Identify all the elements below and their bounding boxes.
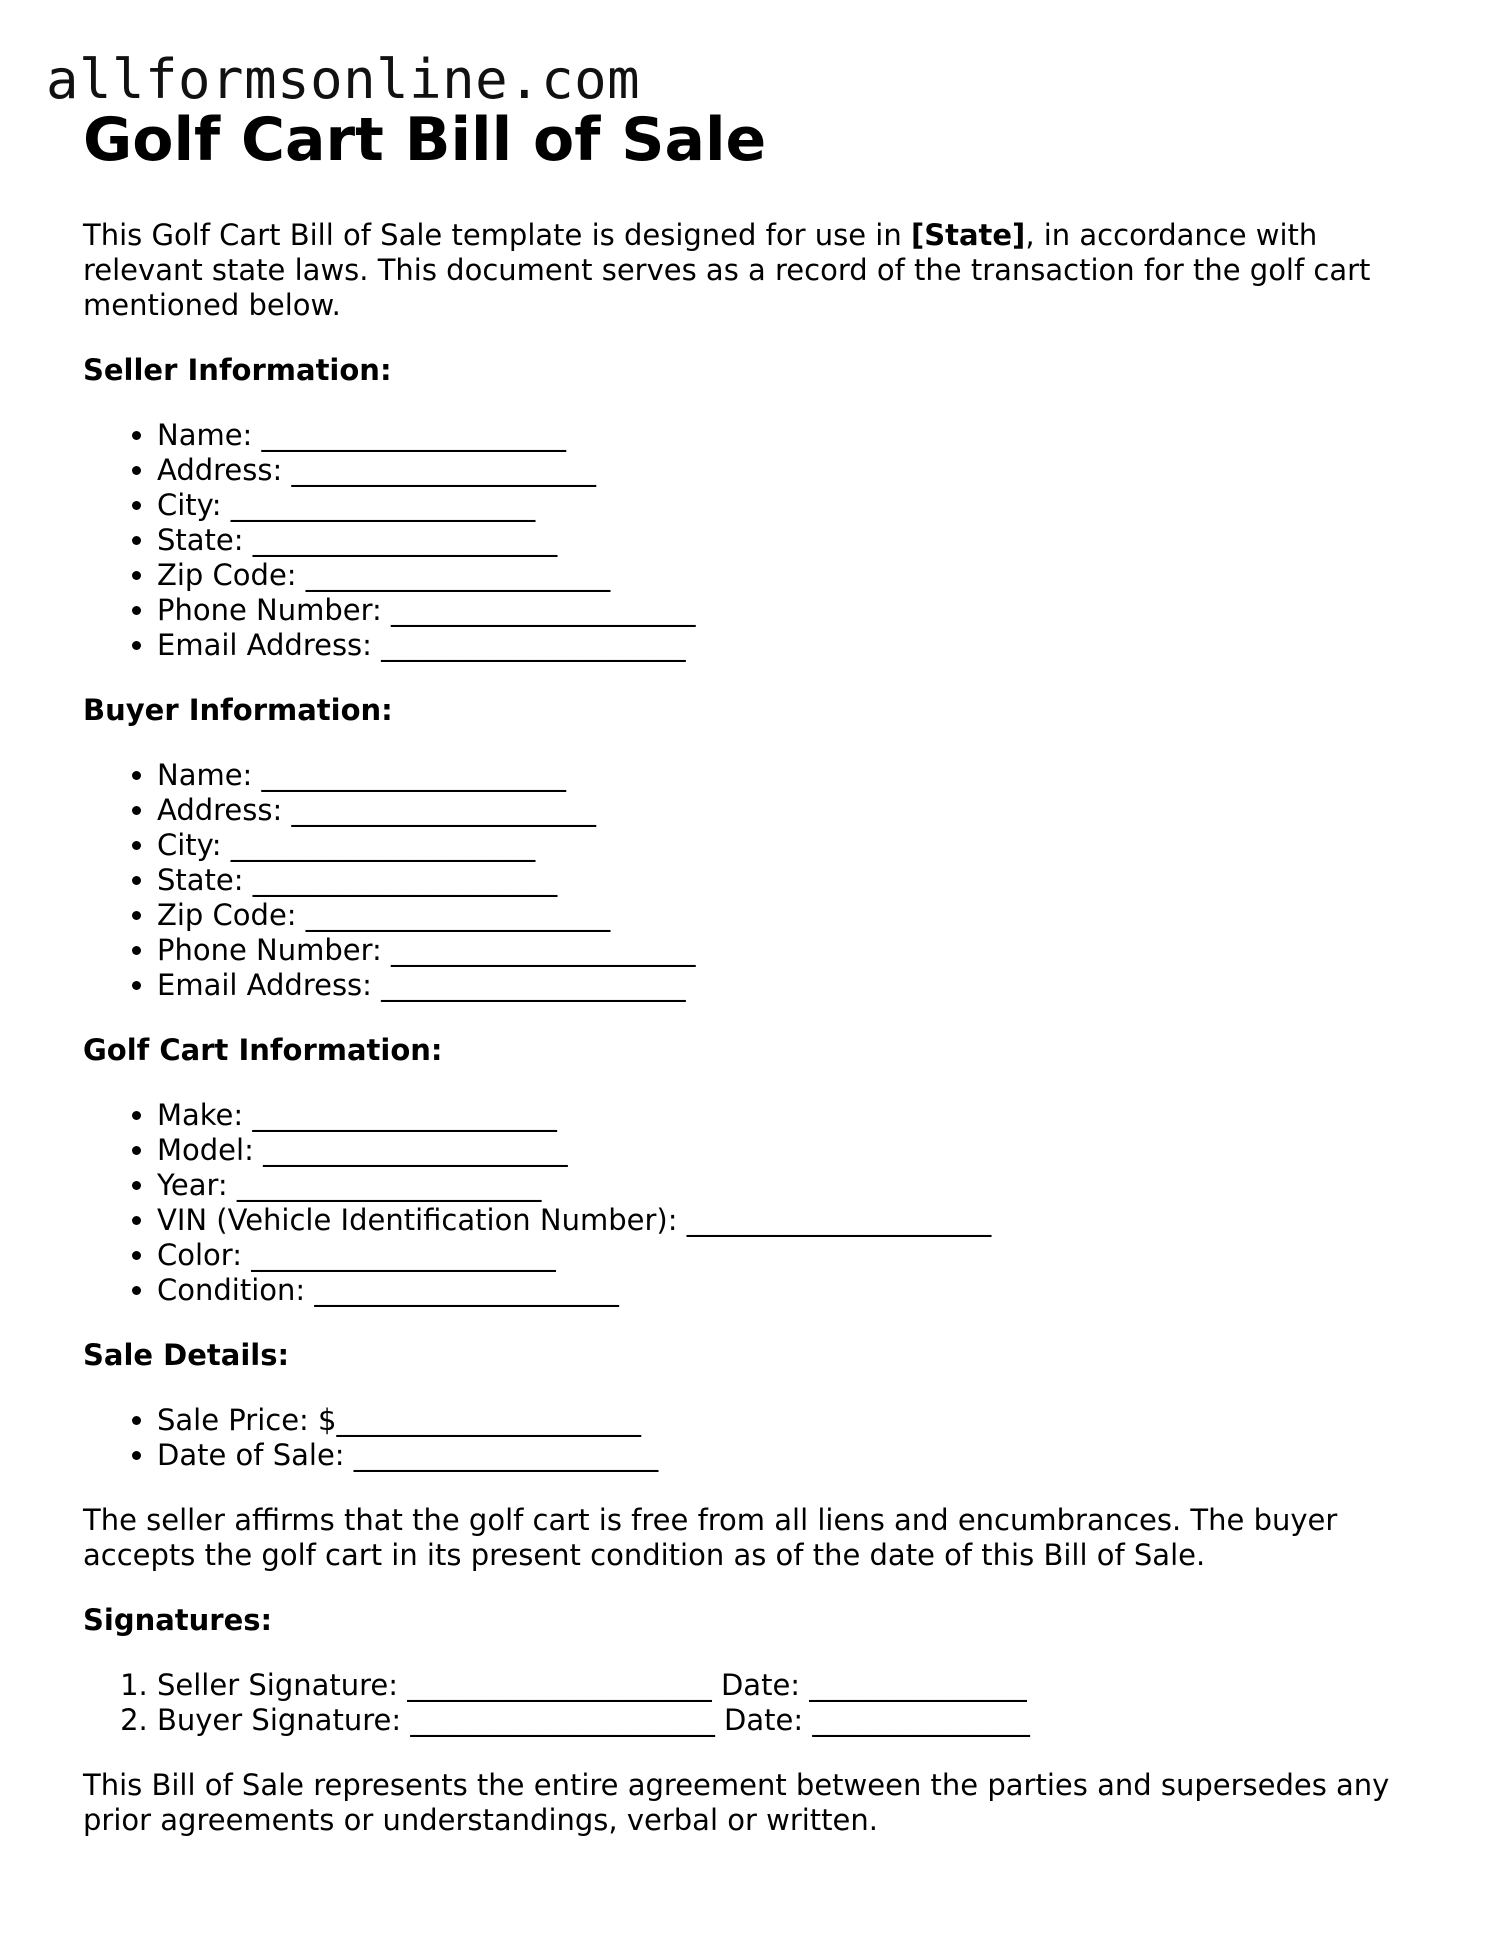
- seller-state-field: [157, 523, 1423, 558]
- field-label: State:: [157, 863, 253, 897]
- field-blank: _____________________: [263, 1133, 568, 1167]
- field-label: Email Address:: [157, 628, 382, 662]
- seller-zip-field: [157, 558, 1423, 593]
- intro-paragraph: [83, 218, 1423, 323]
- field-label: Date of Sale:: [157, 1438, 354, 1472]
- field-blank: _____________________: [381, 628, 686, 662]
- field-blank: _____________________: [230, 488, 536, 522]
- field-label: Address:: [157, 793, 292, 827]
- field-blank: _____________________: [252, 1098, 557, 1132]
- sale-date-field: [157, 1438, 1423, 1473]
- buyer-city-field: [157, 828, 1423, 863]
- buyer-signature-line: [157, 1703, 1423, 1738]
- field-label: Seller Signature:: [157, 1668, 408, 1702]
- seller-email-field: [157, 628, 1423, 663]
- field-blank: _____________________: [686, 1203, 992, 1237]
- signatures-heading: Signatures:: [83, 1603, 273, 1637]
- seller-address-field: [157, 453, 1423, 488]
- field-label: Name:: [157, 758, 262, 792]
- field-blank: _____________________: [410, 1703, 715, 1737]
- date-label: Date:: [714, 1703, 813, 1737]
- date-label: Date:: [711, 1668, 810, 1702]
- seller-name-field: [157, 418, 1423, 453]
- cart-condition-field: [157, 1273, 1423, 1308]
- field-label: VIN (Vehicle Identification Number):: [157, 1203, 687, 1237]
- field-label: Address:: [157, 453, 292, 487]
- field-blank: _____________________: [407, 1668, 712, 1702]
- field-label: Email Address:: [157, 968, 382, 1002]
- field-blank: _____________________: [252, 523, 558, 557]
- buyer-state-field: [157, 863, 1423, 898]
- field-label: Year:: [157, 1168, 237, 1202]
- field-blank: _____________________: [252, 863, 558, 897]
- cart-model-field: [157, 1133, 1423, 1168]
- seller-signature-line: [157, 1668, 1423, 1703]
- signature-list: [83, 1668, 1423, 1738]
- field-label: Name:: [157, 418, 262, 452]
- cart-make-field: [157, 1098, 1423, 1133]
- sale-heading: Sale Details:: [83, 1338, 290, 1372]
- field-label: State:: [157, 523, 253, 557]
- buyer-phone-field: [157, 933, 1423, 968]
- document-page: [83, 100, 1423, 1838]
- field-label: Phone Number:: [157, 933, 392, 967]
- field-blank: _____________________: [336, 1403, 641, 1437]
- field-blank: _____________________: [391, 593, 696, 627]
- field-label: City:: [157, 828, 231, 862]
- cart-color-field: [157, 1238, 1423, 1273]
- field-blank: _____________________: [251, 1238, 556, 1272]
- buyer-address-field: [157, 793, 1423, 828]
- date-blank: _______________: [809, 1668, 1027, 1702]
- buyer-field-list: [83, 758, 1423, 1003]
- field-blank: _____________________: [391, 933, 696, 967]
- intro-text-after: , in accordance with relevant state laws. This document serves as a record of the transaction for the golf cart mentioned below.: [83, 218, 1371, 322]
- seller-field-list: [83, 418, 1423, 663]
- field-label: Condition:: [157, 1273, 315, 1307]
- buyer-name-field: [157, 758, 1423, 793]
- cart-year-field: [157, 1168, 1423, 1203]
- seller-heading: Seller Information:: [83, 353, 392, 387]
- sale-field-list: [83, 1403, 1423, 1473]
- field-blank: _____________________: [305, 558, 611, 592]
- cart-heading: Golf Cart Information:: [83, 1033, 443, 1067]
- field-label: Zip Code:: [157, 898, 306, 932]
- state-placeholder: [State]: [910, 218, 1026, 252]
- field-blank: _____________________: [291, 453, 596, 487]
- field-blank: _____________________: [381, 968, 686, 1002]
- buyer-email-field: [157, 968, 1423, 1003]
- affirmation-paragraph: The seller affirms that the golf cart is free from all liens and encumbrances. The buyer accepts the golf cart in its present condition as of the date of this Bill of Sale.: [83, 1503, 1338, 1572]
- field-blank: _____________________: [314, 1273, 619, 1307]
- field-blank: _____________________: [230, 828, 536, 862]
- page-title: Golf Cart Bill of Sale: [83, 105, 767, 175]
- seller-phone-field: [157, 593, 1423, 628]
- closing-paragraph: This Bill of Sale represents the entire agreement between the parties and supersedes any prior agreements or understandings, verbal or written.: [83, 1768, 1390, 1837]
- field-label: Sale Price: $: [157, 1403, 337, 1437]
- cart-vin-field: [157, 1203, 1423, 1238]
- field-label: Model:: [157, 1133, 264, 1167]
- field-blank: _____________________: [353, 1438, 659, 1472]
- cart-field-list: [83, 1098, 1423, 1308]
- field-blank: _____________________: [305, 898, 611, 932]
- field-label: City:: [157, 488, 231, 522]
- seller-city-field: [157, 488, 1423, 523]
- field-label: Color:: [157, 1238, 252, 1272]
- field-blank: _____________________: [261, 758, 567, 792]
- field-label: Zip Code:: [157, 558, 306, 592]
- date-blank: _______________: [812, 1703, 1030, 1737]
- field-blank: _____________________: [291, 793, 596, 827]
- buyer-zip-field: [157, 898, 1423, 933]
- field-label: Phone Number:: [157, 593, 392, 627]
- field-blank: _____________________: [261, 418, 567, 452]
- field-blank: _____________________: [236, 1168, 542, 1202]
- sale-price-field: [157, 1403, 1423, 1438]
- field-label: Make:: [157, 1098, 253, 1132]
- buyer-heading: Buyer Information:: [83, 693, 393, 727]
- intro-text-before: This Golf Cart Bill of Sale template is designed for use in: [83, 218, 911, 252]
- field-label: Buyer Signature:: [157, 1703, 411, 1737]
- watermark-text: allformsonline.com: [46, 48, 641, 111]
